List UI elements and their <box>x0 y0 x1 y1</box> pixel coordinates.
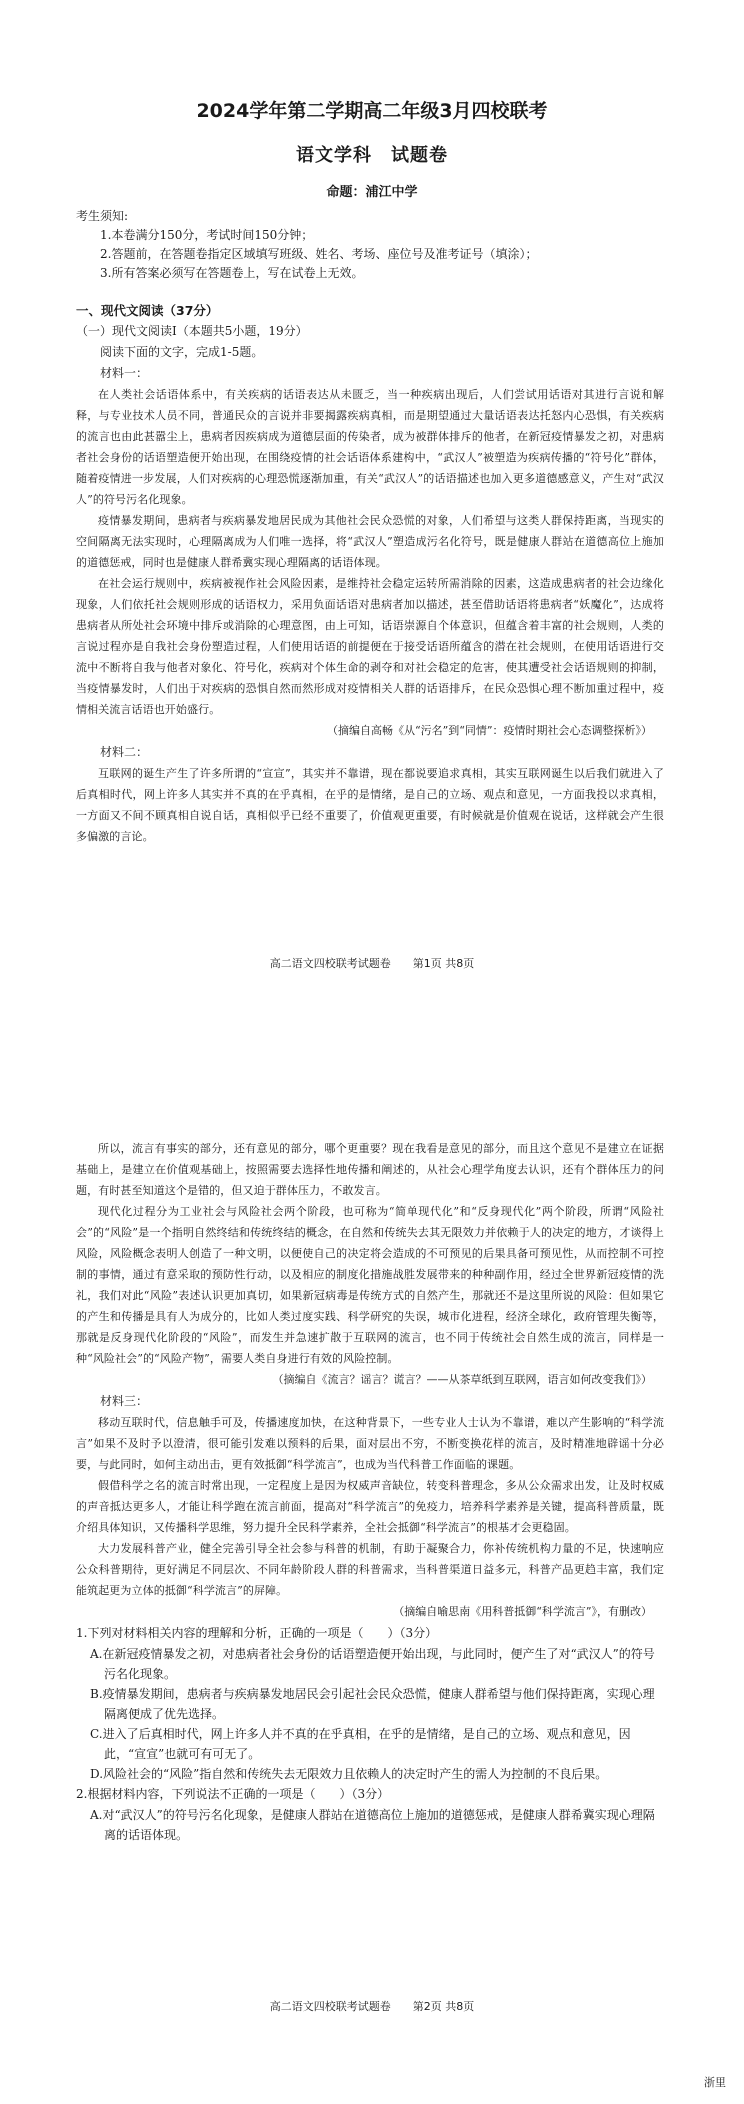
material-2-paragraph: 所以，流言有事实的部分，还有意见的部分，哪个更重要？现在我看是意见的部分，而且这个意见不是建立在证据基础上，是建立在价值观基础上，按照需要去选择性地传播和阐述的，从社会心理学角度去认识，还有个群体压力的问题，有时甚至知道这个是错的，但又迫于群体压力，不敢发言。 <box>76 1142 664 1197</box>
corner-watermark: 浙里 <box>704 2076 726 2089</box>
question-1-option-d: D.风险社会的“风险”指自然和传统失去无限效力且依赖人的决定时产生的需人为控制的不良后果。 <box>90 1767 608 1781</box>
page-1 <box>0 0 744 1000</box>
material-3-source: （摘编自喻思南《用科普抵御“科学流言”》，有删改） <box>393 1605 652 1618</box>
page-footer: 高二语文四校联考试题卷 第2页 共8页 <box>269 2000 475 2013</box>
notice-item: 3.所有答案必须写在答题卷上，写在试卷上无效。 <box>100 266 364 280</box>
question-1-option-a: A.在新冠疫情暴发之初，对患病者社会身份的话语塑造便开始出现，与此同时，便产生了对“武汉人”的符号污名化现象。 <box>90 1647 655 1681</box>
question-1-option-c: C.进入了后真相时代，网上许多人并不真的在乎真相，在乎的是情绪，是自己的立场、观点和意见，因此，“宣宣”也就可有可无了。 <box>90 1727 631 1761</box>
material-2-source: （摘编自《流言？谣言？谎言？——从茶草纸到互联网，语言如何改变我们》） <box>272 1373 652 1386</box>
subsection-heading: （一）现代文阅读Ⅰ（本题共5小题，19分） <box>76 324 308 338</box>
page-footer: 高二语文四校联考试题卷 第1页 共8页 <box>269 957 475 970</box>
author-line: 命题：浦江中学 <box>326 185 418 200</box>
question-2-stem: 2.根据材料内容，下列说法不正确的一项是（ ）（3分） <box>76 1787 390 1801</box>
material-1-paragraph: 在社会运行规则中，疾病被视作社会风险因素，是维持社会稳定运转所需消除的因素，这造成患病者的社会边缘化现象，人们依托社会规则形成的话语权力，采用负面话语对患病者加以描述，甚至借助话语将患病者“妖魔化”，达成将患病者从所处社会环境中排斥或消除的心理意图，由上可知，话语崇源自个体意识，但蕴含着丰富的社会规则，人类的言说过程亦是自我社会身份塑造过程，人们使用话语的前提便在于接受话语所蕴含的潜在社会规则，在使用话语进行交流中不断将自我与他者对象化、符号化，疾病对个体生命的剥夺和对社会稳定的危害，使其遭受社会话语规则的抑制，当疫情暴发时，人们出于对疾病的恐惧自然而然形成对疫情相关人群的话语排斥，在民众恐惧心理不断加重过程中，疫情相关流言话语也开始盛行。 <box>76 577 664 716</box>
instruction: 阅读下面的文字，完成1-5题。 <box>100 345 264 359</box>
reading-section <box>76 300 664 847</box>
material-2-label: 材料二： <box>100 745 149 759</box>
notice-item: 2.答题前，在答题卷指定区域填写班级、姓名、考场、座位号及准考证号（填涂）； <box>100 247 538 261</box>
material-1-source: （摘编自高畅《从“污名”到“同情”：疫情时期社会心态调整探析》） <box>327 724 652 737</box>
exam-notice <box>76 207 664 283</box>
material-3-paragraph: 移动互联时代，信息触手可及，传播速度加快，在这种背景下，一些专业人士认为不靠谱，难以产生影响的“科学流言”如果不及时予以澄清，很可能引发难以预料的后果，面对层出不穷，不断变换花样的流言，及时精准地辟谣十分必要，与此同时，如何主动出击，更有效抵御“科学流言”，也成为当代科普工作面临的课题。 <box>76 1416 664 1471</box>
notice-item: 1.本卷满分150分，考试时间150分钟； <box>100 228 314 242</box>
exam-title: 2024学年第二学期高二年级3月四校联考 <box>196 100 548 122</box>
question-2-option-a: A.对“武汉人”的符号污名化现象，是健康人群站在道德高位上施加的道德惩戒，是健康人群希冀实现心理隔离的话语体现。 <box>90 1808 655 1842</box>
material-3-paragraph: 大力发展科普产业，健全完善引导全社会参与科普的机制，有助于凝聚合力，你补传统机构力量的不足，快速响应公众科普期待，更好满足不同层次、不同年龄阶段人群的科普需求，当科普渠道日益多元，科普产品更趋丰富，我们定能筑起更为立体的抵御“科学流言”的屏障。 <box>76 1542 664 1597</box>
section-heading: 一、现代文阅读（37分） <box>76 303 219 318</box>
material-3-label: 材料三： <box>100 1394 149 1408</box>
material-2-paragraph: 现代化过程分为工业社会与风险社会两个阶段，也可称为“简单现代化”和“反身现代化”两个阶段，所谓“风险社会”的“风险”是一个指明自然终结和传统终结的概念，在自然和传统失去其无限效力并依赖于人的决定的地方，才谈得上风险，风险概念表明人创造了一种文明，以便使自己的决定将会造成的不可预见的后果具备可预见性，从而控制不可控制的事情，通过有意采取的预防性行动，以及相应的制度化措施战胜发展带来的种种副作用，经过全世界新冠疫情的洗礼，我们对此“风险”表述认识更加真切，如果新冠病毒是传统方式的自然产生，那就还不是这里所说的风险：但如果它的产生和传播是具有人为成分的，比如人类过度实践、科学研究的失误，城市化进程，经济全球化，政府管理失衡等，那就是反身现代化阶段的“风险”，而发生并急速扩散于互联网的流言，也不同于传统社会自然生成的流言，同样是一种“风险社会”的“风险产物”，需要人类自身进行有效的风险控制。 <box>76 1205 664 1365</box>
material-3-paragraph: 假借科学之名的流言时常出现，一定程度上是因为权威声音缺位，转变科普理念，多从公众需求出发，让及时权威的声音抵达更多人，才能让科学跑在流言前面，提高对“科学流言”的免疫力，培养科学素养是关键，提高科普质量，既介绍具体知识，又传播科学思维，努力提升全民科学素养，全社会抵御“科学流言”的根基才会更稳固。 <box>76 1479 664 1534</box>
material-1-paragraph: 疫情暴发期间，患病者与疾病暴发地居民成为其他社会民众恐慌的对象，人们希望与这类人群保持距离，当现实的空间隔离无法实现时，心理隔离成为人们唯一选择，将“武汉人”塑造成污名化符号，既是健康人群站在道德高位上施加的道德惩戒，同时也是健康人群希冀实现心理隔离的话语体现。 <box>76 514 664 569</box>
reading-continued <box>76 1138 664 1845</box>
material-2-paragraph: 互联网的诞生产生了许多所谓的“宣宣”，其实并不靠谱，现在都说要追求真相，其实互联网诞生以后我们就进入了后真相时代，网上许多人其实并不真的在乎真相，在乎的是情绪，是自己的立场、观点和意见，一方面我投以求真相，一方面又不间不顾真相自说自话，真相似乎已经不重要了，价值观更重要，有时候就是价值观在说话，这样就会产生很多偏激的言论。 <box>76 767 664 843</box>
subject-title: 语文学科 试题卷 <box>296 145 448 166</box>
material-1-paragraph: 在人类社会话语体系中，有关疾病的话语表达从未匮乏，当一种疾病出现后，人们尝试用话语对其进行言说和解释，与专业技术人员不同，普通民众的言说并非要揭露疾病真相，而是期望通过大量话语表达托怒内心恐惧，有关疾病的流言也由此甚嚣尘上，患病者因疾病成为道德层面的传染者，成为被群体排斥的他者，在新冠疫情暴发之初，对患病者社会身份的话语塑造便开始出现，在围绕疫情的社会话语体系建构中，“武汉人”被塑造为疾病传播的“符号化”群体，随着疫情进一步发展，人们对疾病的心理恐慌逐渐加重，有关“武汉人”的话语描述也加入更多道德感意义，产生对“武汉人”的符号污名化现象。 <box>76 388 664 506</box>
material-1-label: 材料一： <box>100 366 149 380</box>
question-1-option-b: B.疫情暴发期间，患病者与疾病暴发地居民会引起社会民众恐慌，健康人群希望与他们保持距离，实现心理隔离便成了优先选择。 <box>90 1687 655 1721</box>
notice-heading: 考生须知: <box>76 209 129 223</box>
question-1-stem: 1.下列对材料相关内容的理解和分析，正确的一项是（ ）（3分） <box>76 1626 438 1640</box>
